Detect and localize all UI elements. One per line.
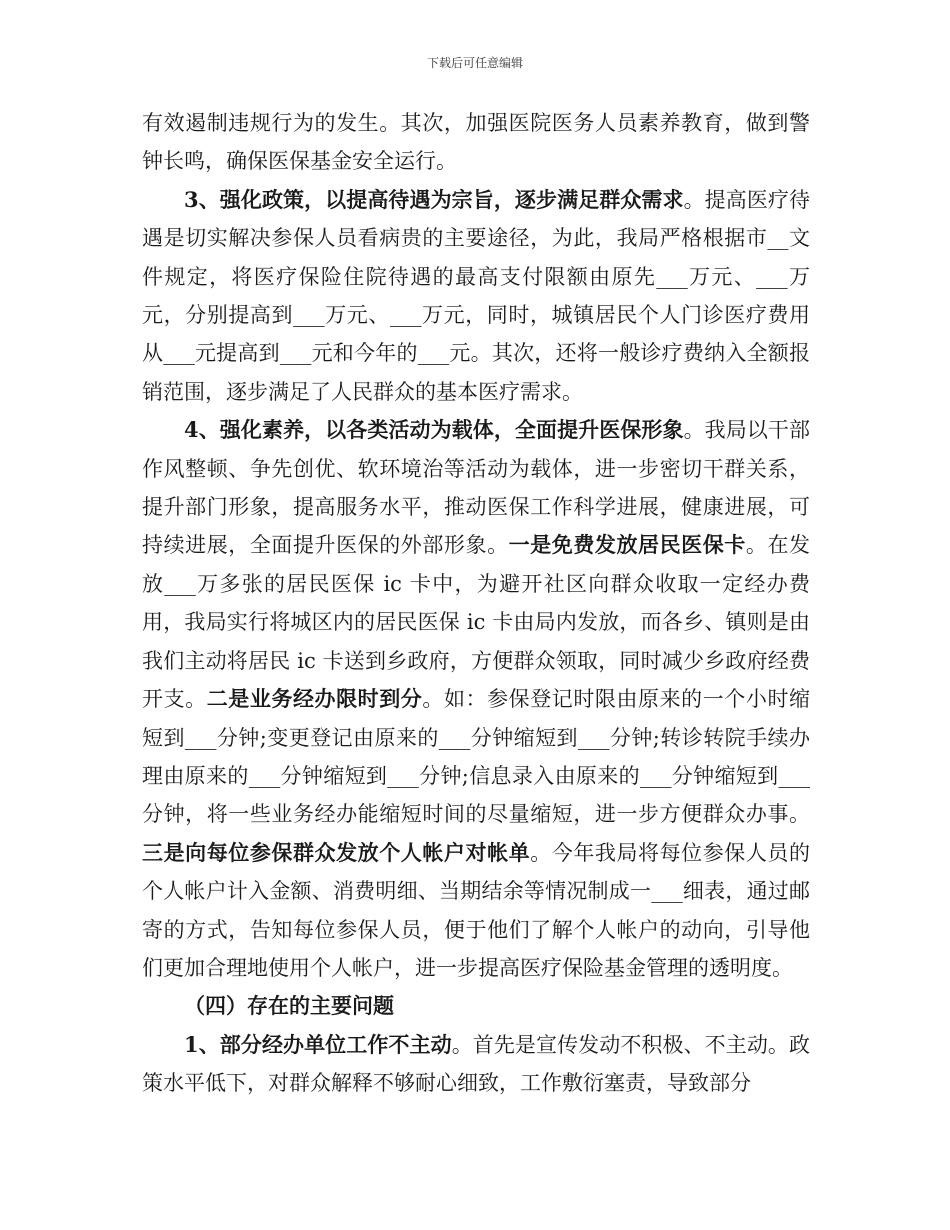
point-3-account-statement: 三是向每位参保群众发放个人帐户对帐单 bbox=[142, 839, 531, 865]
paragraph-5 bbox=[142, 1026, 810, 1103]
section-heading-text: （四）存在的主要问题 bbox=[184, 993, 394, 1019]
paragraph-1-text: 有效遏制违规行为的发生。其次，加强医院医务人员素养教育，做到警钟长鸣，确保医保基金安全运行。 bbox=[142, 111, 810, 174]
heading-3-strengthen-policy: 3、强化政策，以提高待遇为宗旨，逐步满足群众需求 bbox=[184, 186, 684, 212]
document-body bbox=[142, 104, 810, 1103]
paragraph-3-text-c: 。如：参保登记时限由原来的一个小时缩短到___分钟;变更登记由原来的___分钟缩短到___分钟;转诊转院手续办理由原来的___分钟缩短到___分钟;信息录入由原来的___分钟缩短到___分钟，将一些业务经办能缩短时间的尽量缩短，进一步方便群众办事。 bbox=[142, 687, 811, 827]
paragraph-3-text-a: 。我局以干部作风整顿、争先创优、软环境治等活动为载体，进一步密切干群关系，提升部门形象，提高服务水平，推动医保工作科学进展，健康进展，可持续进展，全面提升医保的外部形象。 bbox=[142, 418, 810, 558]
point-2-time-limit: 二是业务经办限时到分 bbox=[206, 686, 423, 712]
problem-1-heading: 1、部分经办单位工作不主动 bbox=[184, 1031, 452, 1057]
paragraph-1 bbox=[142, 104, 810, 181]
paragraph-3-text-d: 。今年我局将每位参保人员的个人帐户计入金额、消费明细、当期结余等情况制成一___细表，通过邮寄的方式，告知每位参保人员，便于他们了解个人帐户的动向，引导他们更加合理地使用个人帐户，进一步提高医疗保险基金管理的透明度。 bbox=[142, 840, 811, 980]
paragraph-2 bbox=[142, 181, 810, 411]
point-1-free-card: 一是免费发放居民医保卡 bbox=[508, 532, 746, 558]
paragraph-3 bbox=[142, 411, 810, 987]
paragraph-5-text: 。首先是宣传发动不积极、不主动。政策水平低下，对群众解释不够耐心细致，工作敷衍塞责，导致部分 bbox=[142, 1032, 810, 1096]
heading-4-strengthen-quality: 4、强化素养，以各类活动为载体，全面提升医保形象 bbox=[184, 417, 684, 443]
paragraph-3-text-b: 。在发放___万多张的居民医保 ic 卡中，为避开社区向群众收取一定经办费用，我局实行将城区内的居民医保 ic 卡由局内发放，而各乡、镇则是由我们主动将居民 ic 卡送到乡政府，方便群众领取，同时减少乡政府经费开支。 bbox=[142, 533, 811, 712]
section-heading-main-problems bbox=[142, 987, 810, 1025]
page-header: 下载后可任意编辑 bbox=[426, 56, 523, 70]
paragraph-2-text: 。提高医疗待遇是切实解决参保人员看病贵的主要途径，为此，我局严格根据市__文件规定，将医疗保险住院待遇的最高支付限额由原先___万元、___万元，分别提高到___万元、___万元，同时，城镇居民个人门诊医疗费用从___元提高到___元和今年的___元。其次，还将一般诊疗费纳入全额报销范围，逐步满足了人民群众的基本医疗需求。 bbox=[142, 187, 810, 404]
